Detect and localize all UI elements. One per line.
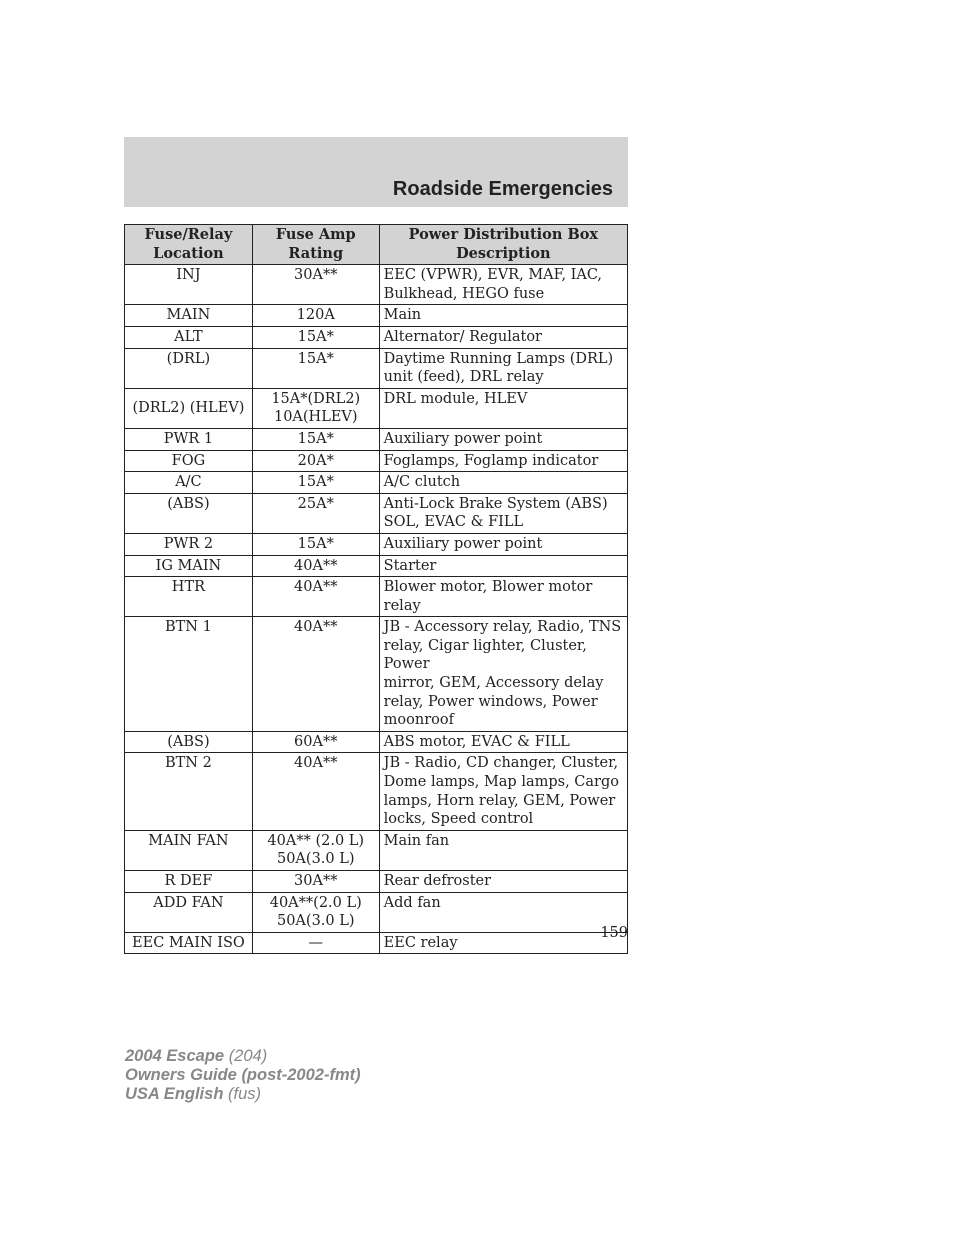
table-header-row — [125, 225, 628, 265]
footer-line-model: 2004 Escape (204) — [125, 1047, 268, 1065]
fuse-location-cell: ADD FAN — [125, 892, 253, 932]
fuse-amp-cell — [252, 533, 379, 555]
fuse-description-cell — [379, 731, 627, 753]
document-footer — [125, 1047, 361, 1104]
fuse-location-cell: MAIN — [125, 305, 253, 327]
fuse-location-cell: BTN 1 — [125, 617, 253, 732]
fuse-location-cell: BTN 2 — [125, 753, 253, 830]
table-row — [125, 871, 628, 893]
amp-line: 40A** — [294, 619, 338, 636]
fuse-description-cell — [379, 348, 627, 388]
section-header-band — [124, 137, 628, 207]
table-row — [125, 326, 628, 348]
fuse-amp-cell — [252, 871, 379, 893]
description-line: Auxiliary power point — [383, 535, 543, 552]
description-line: mirror, GEM, Accessory delay — [383, 675, 604, 692]
fuse-amp-cell — [252, 428, 379, 450]
amp-line: 15A* — [297, 430, 334, 447]
fuse-amp-cell — [252, 753, 379, 830]
description-line: ABS motor, EVAC & FILL — [383, 733, 570, 750]
description-line: EEC relay — [383, 934, 458, 951]
table-row — [125, 892, 628, 932]
fuse-amp-cell — [252, 617, 379, 732]
fuse-amp-cell — [252, 830, 379, 870]
fuse-location-cell: EEC MAIN ISO — [125, 932, 253, 954]
table-row — [125, 555, 628, 577]
fuse-location-cell: MAIN FAN — [125, 830, 253, 870]
fuse-location-cell: A/C — [125, 472, 253, 494]
fuse-location-cell: (ABS) — [125, 493, 253, 533]
amp-line: 30A** — [294, 267, 338, 284]
fuse-description-cell — [379, 450, 627, 472]
fuse-location-cell: PWR 2 — [125, 533, 253, 555]
table-row — [125, 731, 628, 753]
fuse-amp-cell — [252, 326, 379, 348]
header-amp-rating: Fuse Amp Rating — [252, 225, 379, 265]
fuse-amp-cell — [252, 305, 379, 327]
description-line: Alternator/ Regulator — [383, 328, 542, 345]
amp-line: 15A* — [297, 350, 334, 367]
table-row — [125, 932, 628, 954]
fuse-amp-cell — [252, 892, 379, 932]
description-line: unit (feed), DRL relay — [383, 369, 544, 386]
fuse-amp-cell — [252, 348, 379, 388]
fuse-table-body — [125, 265, 628, 954]
description-line: Rear defroster — [383, 873, 492, 889]
amp-line: 50A(3.0 L) — [276, 913, 355, 930]
description-line: Auxiliary power point — [383, 430, 543, 447]
amp-line: 40A** — [294, 579, 338, 596]
description-line: JB - Accessory relay, Radio, TNS — [383, 619, 622, 636]
description-line: Blower motor, Blower motor relay — [383, 579, 593, 614]
fuse-location-cell: (DRL) — [125, 348, 253, 388]
amp-line: 15A* — [297, 535, 334, 552]
description-line: Starter — [383, 557, 437, 574]
amp-line: 15A* — [297, 474, 334, 491]
fuse-description-cell — [379, 533, 627, 555]
description-line: DRL module, HLEV — [383, 390, 528, 407]
table-row — [125, 830, 628, 870]
amp-line: — — [308, 934, 323, 951]
page-number: 159 — [600, 925, 628, 941]
amp-line: 50A(3.0 L) — [276, 851, 355, 868]
section-title: Roadside Emergencies — [392, 178, 613, 200]
fuse-description-cell — [379, 493, 627, 533]
fuse-description-cell — [379, 555, 627, 577]
fuse-description-cell — [379, 871, 627, 893]
table-row — [125, 577, 628, 617]
description-line: Bulkhead, HEGO fuse — [383, 285, 545, 302]
description-line: locks, Speed control — [383, 811, 534, 828]
footer-line-guide: Owners Guide (post-2002-fmt) — [125, 1066, 361, 1084]
fuse-table — [124, 224, 628, 954]
fuse-amp-cell — [252, 731, 379, 753]
header-location: Fuse/Relay Location — [125, 225, 253, 265]
amp-line: 25A* — [297, 495, 334, 512]
fuse-description-cell — [379, 305, 627, 327]
fuse-amp-cell — [252, 265, 379, 305]
amp-line: 10A(HLEV) — [273, 409, 358, 426]
description-line: lamps, Horn relay, GEM, Power — [383, 792, 616, 809]
fuse-amp-cell — [252, 932, 379, 954]
fuse-amp-cell — [252, 555, 379, 577]
fuse-location-cell: HTR — [125, 577, 253, 617]
fuse-location-cell: PWR 1 — [125, 428, 253, 450]
fuse-description-cell — [379, 265, 627, 305]
table-row — [125, 265, 628, 305]
fuse-location-cell: R DEF — [125, 871, 253, 893]
description-line: Foglamps, Foglamp indicator — [383, 452, 599, 469]
fuse-description-cell — [379, 830, 627, 870]
footer-line-language: USA English (fus) — [125, 1085, 261, 1103]
description-line: relay, Power windows, Power — [383, 693, 598, 710]
table-row — [125, 305, 628, 327]
amp-line: 40A** (2.0 L) — [267, 832, 365, 849]
description-line: Dome lamps, Map lamps, Cargo — [383, 774, 619, 791]
amp-line: 15A* — [297, 328, 334, 345]
fuse-location-cell: (ABS) — [125, 731, 253, 753]
table-row — [125, 617, 628, 732]
fuse-location-cell: INJ — [125, 265, 253, 305]
fuse-description-cell — [379, 617, 627, 732]
description-line: relay, Cigar lighter, Cluster, Power — [383, 637, 587, 673]
table-row — [125, 388, 628, 428]
amp-line: 20A* — [297, 452, 334, 469]
table-row — [125, 753, 628, 830]
fuse-description-cell — [379, 326, 627, 348]
fuse-description-cell — [379, 388, 627, 428]
fuse-description-cell — [379, 577, 627, 617]
amp-line: 40A** — [294, 755, 338, 772]
fuse-location-cell: ALT — [125, 326, 253, 348]
description-line: Main — [383, 307, 422, 324]
table-row — [125, 533, 628, 555]
table-row — [125, 348, 628, 388]
fuse-description-cell — [379, 472, 627, 494]
fuse-description-cell — [379, 753, 627, 830]
fuse-amp-cell — [252, 493, 379, 533]
description-line: Main fan — [383, 832, 450, 849]
table-row — [125, 450, 628, 472]
description-line: Add fan — [383, 894, 441, 911]
table-row — [125, 428, 628, 450]
fuse-amp-cell — [252, 472, 379, 494]
header-description: Power Distribution Box Description — [379, 225, 627, 265]
amp-line: 40A**(2.0 L) — [269, 894, 362, 911]
description-line: JB - Radio, CD changer, Cluster, — [383, 755, 619, 772]
amp-line: 120A — [296, 307, 335, 324]
fuse-amp-cell — [252, 388, 379, 428]
amp-line: 30A** — [294, 873, 338, 889]
table-row — [125, 472, 628, 494]
amp-line: 15A*(DRL2) — [271, 390, 361, 407]
fuse-location-cell: IG MAIN — [125, 555, 253, 577]
table-row — [125, 493, 628, 533]
amp-line: 40A** — [294, 557, 338, 574]
description-line: A/C clutch — [383, 474, 461, 491]
description-line: Anti-Lock Brake System (ABS) — [383, 495, 608, 512]
fuse-amp-cell — [252, 450, 379, 472]
fuse-location-cell: (DRL2) (HLEV) — [125, 388, 253, 428]
description-line: Daytime Running Lamps (DRL) — [383, 350, 614, 367]
fuse-description-cell — [379, 428, 627, 450]
description-line: SOL, EVAC & FILL — [383, 514, 524, 531]
fuse-location-cell: FOG — [125, 450, 253, 472]
description-line: EEC (VPWR), EVR, MAF, IAC, — [383, 267, 603, 284]
amp-line: 60A** — [294, 733, 338, 750]
description-line: moonroof — [383, 712, 454, 729]
fuse-amp-cell — [252, 577, 379, 617]
